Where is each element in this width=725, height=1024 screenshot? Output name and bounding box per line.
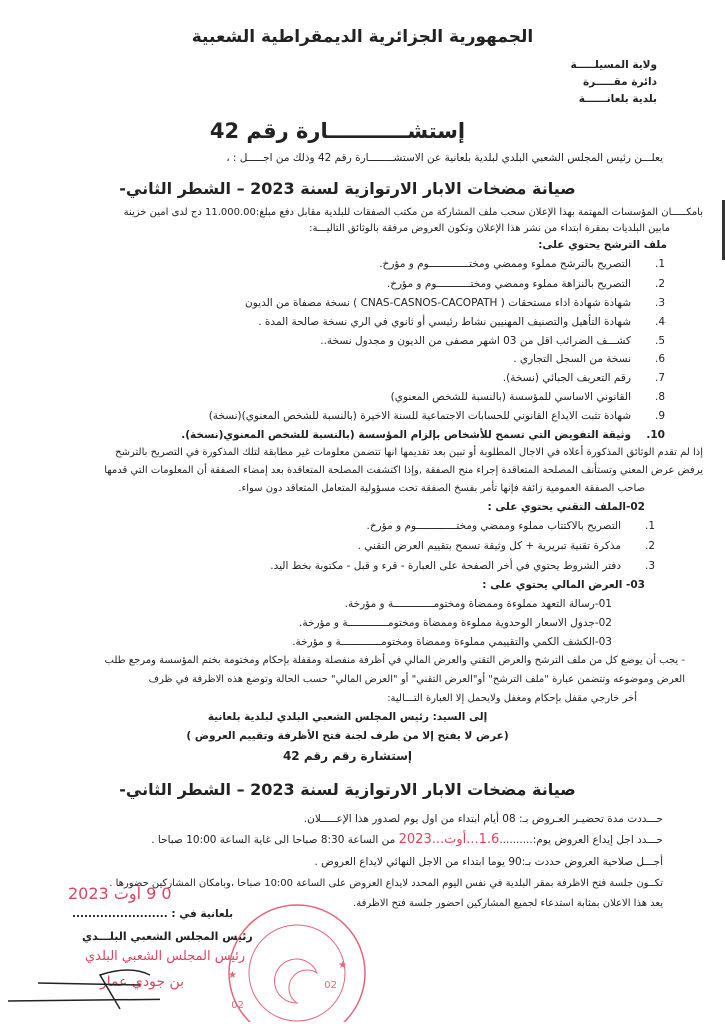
opening-session: تكــون جلسة فتح الاظرفة بمقر البلدية في نفس اليوم المحدد لايداع العروض على الساعة 10:00 صباحا ،وبامكان المشاركين حضورها . [109,878,663,889]
deadline-label: حـــدد اجل إيداع العروض يوم:.......... [499,834,663,846]
financial-item: 01-رسالة التعهد مملوءة وممضاة ومختومـــــــــــــة و مؤرخة. [344,598,612,610]
candidacy-item [513,352,665,366]
item-number: 6. [654,353,665,365]
technical-heading: 02-الملف التقني يحتوي على : [487,501,645,513]
candidacy-item [379,257,665,271]
item-text: وثيقة التفويض التي تسمح للأشخاص بإلزام المؤسسة (بالنسبة للشخص المعنوي(نسخة). [181,429,631,441]
item-number: 1. [644,520,655,532]
project-title-2: صيانة مضخات الابار الارتوازية لسنة 2023 – الشطر الثاني- [119,780,576,799]
item-text: القانوني الاساسي للمؤسسة (بالنسبة للشخص المعنوي) [390,391,631,403]
envelope-line: - يجب أن يوضع كل من ملف الترشح والعرض التقني والعرض المالي في أظرفة منفصلة ومقفلة بإحكام ومختومة بختم المؤسسة ومرجع طلب [104,655,685,666]
candidacy-item [258,315,665,329]
project-title: صيانة مضخات الابار الارتوازية لسنة 2023 – الشطر الثاني- [119,179,576,198]
item-text: التصريح بالنزاهة مملوء وممضي ومختـــــــــــوم و مؤرخ. [386,278,631,290]
official-seal [222,898,372,1022]
seal-number: 02 [231,1000,244,1011]
intro-line: بامكـــــان المؤسسات المهتمة بهذا الإعلان سحب ملف المشاركة من مكتب الصفقات للبلدية مقابل دفع مبلغ:11.000.00 دج لدى امين خزينة [123,207,703,218]
address-ref: إستشارة رقم رقم 42 [282,749,413,763]
item-text: التصريح بالترشح مملوء وممضي ومختـــــــــــــوم و مؤرخ. [379,258,631,270]
consultation-title: إستشـــــــــــارة رقم 42 [209,119,466,143]
candidacy-item [391,390,665,404]
prep-period: حـــددت مدة تحضيـر العـروض بـ: 08 أيام ابتداء من اول يوم لصدور هذا الإعـــــلان. [303,813,663,825]
item-number: 3. [644,560,655,572]
warning-line: يرفض عرض المعني وتستأنف المصلحة المتعاقدة إجراء منح الصفقة ,وإذا اكتشفت المصلحة المتعاقدة بعد إمضاء الصفقة أن المعلومات التي قدمها [104,465,703,476]
item-text: مذكرة تقنية تبريرية + كل وثيقة تسمح بتقييم العرض التقني . [357,540,621,552]
wilaya-line: ولاية المسيلـــــة [570,59,657,71]
deadline-date-stamp: 1.6...أوت...2023 [398,832,500,847]
daira-line: دائرة مقـــــرة [582,76,657,88]
signature-role: رئيس المجلس الشعبي البلـــدي [82,930,253,943]
item-text: دفتر الشروط يحتوي في أخر الصفحة على العبارة - قرء و قبل - مكتوبة بخط اليد. [270,560,621,572]
handwritten-signature [0,935,160,1024]
envelope-line: العرض وموضوعه وتتضمن عبارة "ملف الترشح" أو"العرض التقني" أو "العرض المالي" حسب الحالة وتوضع هذه الاظرفة في ظرف [148,674,685,685]
technical-item [270,559,655,573]
financial-heading: 03- العرض المالي يحتوي على : [482,579,645,591]
seal-number: 02 [324,980,337,991]
item-text: نسخة من السجل التجاري . [513,353,631,365]
item-text: شهادة شهادة اداء مستحقات ( CNAS-CASNOS-CACOPATH ) نسخة مصفاة من الديون [245,297,631,309]
country-heading: الجمهورية الجزائرية الديمقراطية الشعبية [191,27,534,47]
item-number: 3. [654,297,665,309]
star-icon: ★ [228,970,237,981]
financial-item: 03-الكشف الكمي والتقييمي مملوءة وممضاة ومختومـــــــــــــة و مؤرخة. [292,636,612,648]
item-number: 7. [654,372,665,384]
star-icon: ★ [338,960,347,971]
warning-line: إذا لم تقدم الوثائق المذكورة أعلاه في الاجال المطلوبة أو تبين بعد تقديمها انها تتضمن معلومات غير مطابقة لتلك المذكورة في التصريح بالترشح [115,447,703,458]
item-text: شهادة التأهيل والتصنيف المهنيين نشاط رئيسي أو ثانوي في الري نسخة صالحة المدة . [258,316,631,328]
financial-item: 02-جدول الاسعار الوحدوية مملوءة وممضاة ومختومـــــــــــــة و مؤرخة. [299,617,612,629]
validity: أجـــل صلاحية العروض حددت بـ:90 يوما ابتداء من الاجل النهائي لايداع العروض . [314,856,663,868]
candidacy-item [209,409,665,423]
warning-line: صاحب الصفقة العمومية زائفة فإنها تأمر بفسخ الصفقة تحت مسؤولية المتعامل المتعاقد دون سواء. [238,483,645,494]
item-number: 2. [644,540,655,552]
item-text: التصريح بالاكتتاب مملوء وممضي ومختـــــــــــــوم و مؤرخ. [366,520,621,532]
candidacy-item [503,371,665,385]
signature-place: بلعانية في : ........................ [72,908,234,920]
candidacy-item [387,277,665,291]
candidacy-item [181,428,665,442]
item-number: 1. [654,258,665,270]
item-number: 2. [654,278,665,290]
deposit-deadline [151,833,663,847]
stamp-role: رئيس المجلس الشعبي البلدي [85,949,246,964]
announcement: يعلـــن رئيس المجلس الشعبي البلدي لبلدية بلعانية عن الاستشــــــــارة رقم 42 وذلك من اجـــــل : ، [226,152,663,164]
item-number: 8. [654,391,665,403]
item-text: شهادة تثبت الايداع القانوني للحسابات الاجتماعية للسنة الاخيرة (بالنسبة للشخص المعنوي)(نسخة) [208,410,631,422]
signatory-name: بن جودي عمار [100,974,185,990]
deadline-hours: من الساعة 8:30 صباحا الى غاية الساعة 10:00 صباحا . [151,834,399,846]
candidacy-heading: ملف الترشح يحتوي على: [538,239,667,251]
item-number: 9. [654,410,665,422]
date-stamp: 0 9 أوت 2023 [68,884,172,903]
envelope-line: أخر خارجي مقفل بإحكام ومغفل ولايحمل إلا العبارة التـــالية: [387,693,637,704]
candidacy-item [245,296,665,310]
commune-line: بلدية بلعانــــــة [578,93,657,105]
invitation-note: يعد هذا الاعلان بمثابة استدعاء لجميع المشاركين احضور جلسة فتح الاظرفة. [353,898,663,909]
candidacy-item [320,334,665,348]
address-to: إلى السيد: رئيس المجلس الشعبي البلدي لبلدية بلعانية [207,711,488,723]
technical-item [358,539,655,553]
intro-line: مابين البلديات بمقرة ابتداء من نشر هذا الإعلان وتكون العروض مرفقة بالوثائق التاليـــة: [309,223,670,234]
item-text: كشـــف الضرائب اقل من 03 اشهر مصفى من الديون و مجدول نسخة.. [320,335,631,347]
item-text: رقم التعريف الجبائي (نسخة). [502,372,631,384]
item-number: 5. [654,335,665,347]
item-number: 10. [646,429,665,441]
technical-item [367,519,655,533]
item-number: 4. [654,316,665,328]
address-note: (عرض لا يفتح إلا من طرف لجنة فتح الأظرفة وتقييم العروض ) [186,730,509,742]
